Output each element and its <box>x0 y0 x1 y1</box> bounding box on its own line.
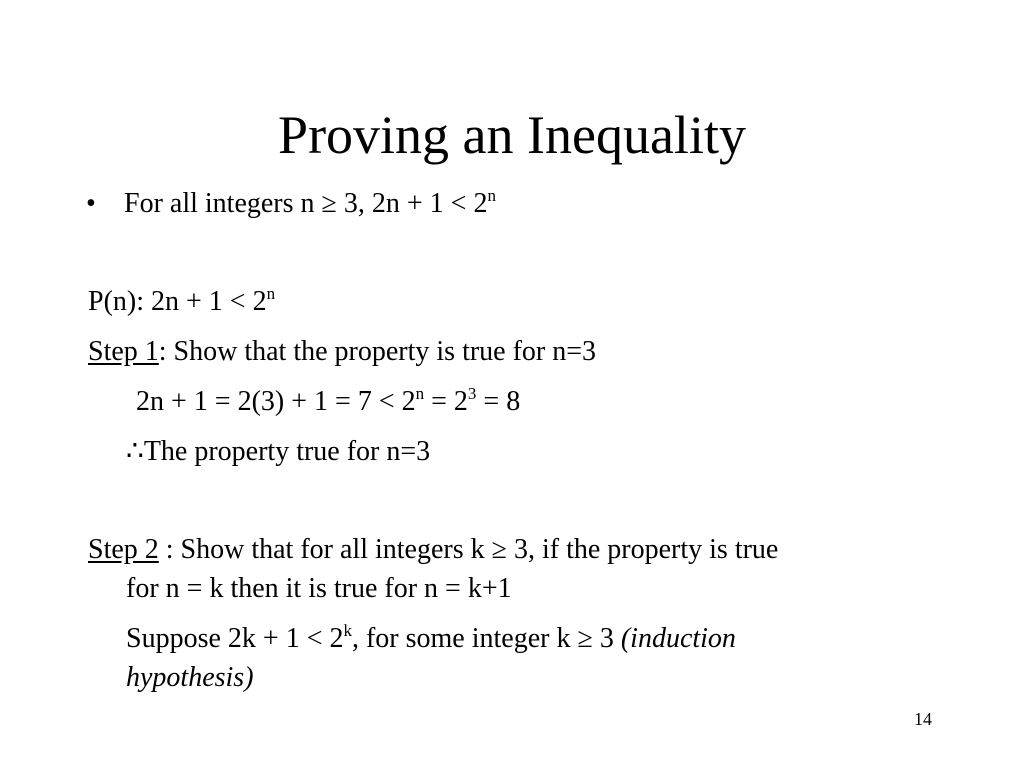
base-case-calculation <box>136 384 520 420</box>
calc-exponent-n: n <box>415 384 425 403</box>
predicate-line <box>88 284 275 320</box>
step1-text: : Show that the property is true for n=3 <box>158 336 597 367</box>
hypothesis-label-part1: (induction <box>620 623 736 654</box>
suppose-exponent: k <box>343 621 352 640</box>
predicate-exponent: n <box>266 284 276 303</box>
step2-continuation: for n = k then it is true for n = k+1 <box>126 573 512 604</box>
suppose-text: Suppose 2k + 1 < 2 <box>126 623 344 654</box>
base-case-conclusion: ∴The property true for n=3 <box>126 436 431 467</box>
bullet-statement <box>124 186 496 222</box>
induction-hypothesis-continuation <box>126 660 254 696</box>
bullet-dot: • <box>86 188 96 219</box>
bullet-exponent: n <box>487 186 496 205</box>
calc-part-c: = 8 <box>476 386 521 417</box>
step2-label: Step 2 <box>88 534 159 565</box>
predicate-text: P(n): 2n + 1 < 2 <box>88 286 267 317</box>
bullet-text: For all integers n ≥ 3, 2n + 1 < 2 <box>124 188 488 219</box>
suppose-text-rest: , for some integer k ≥ 3 <box>351 623 621 654</box>
step1-line <box>88 334 596 370</box>
step1-label: Step 1 <box>88 336 159 367</box>
step2-text: : Show that for all integers k ≥ 3, if the property is true <box>158 534 779 565</box>
page-number: 14 <box>914 709 932 729</box>
slide-title: Proving an Inequality <box>278 105 746 165</box>
hypothesis-label-part2: hypothesis) <box>126 662 254 693</box>
calc-part-a: 2n + 1 = 2(3) + 1 = 7 < 2 <box>136 386 416 417</box>
calc-exponent-3: 3 <box>467 384 477 403</box>
step2-line <box>88 532 778 568</box>
induction-hypothesis-line <box>126 621 736 657</box>
calc-part-b: = 2 <box>424 386 468 417</box>
